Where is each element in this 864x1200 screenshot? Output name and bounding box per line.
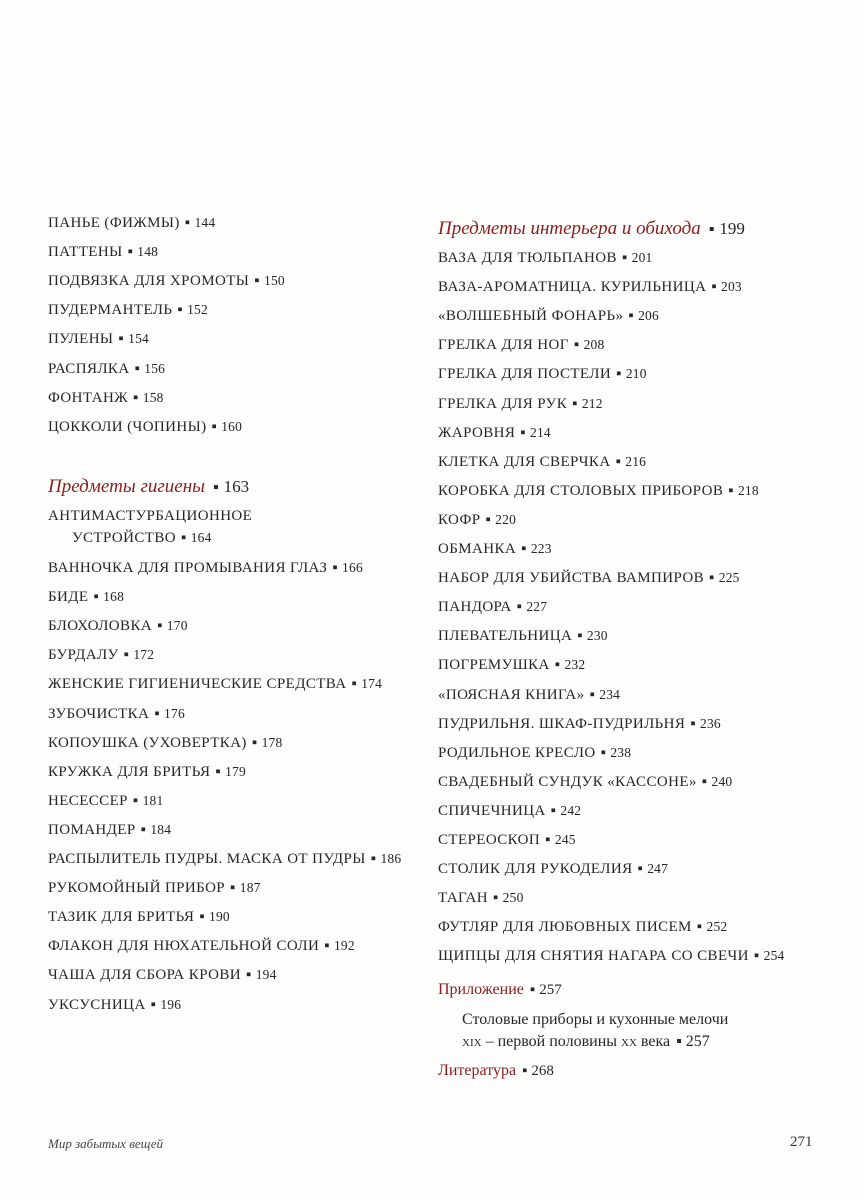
toc-entry-title: ГРЕЛКА ДЛЯ РУК	[438, 395, 568, 412]
toc-entry[interactable]	[438, 861, 668, 878]
bullet-separator: ▪	[215, 763, 222, 780]
toc-entry-page: 192	[333, 938, 355, 954]
bullet-separator: ▪	[521, 541, 527, 557]
toc-entry-title: ЖАРОВНЯ	[438, 424, 516, 441]
bullet-separator: ▪	[572, 395, 578, 412]
bullet-separator: ▪	[199, 909, 206, 926]
toc-entry-page: 216	[625, 453, 647, 469]
toc-entry-page: 150	[264, 273, 285, 289]
appendix-heading-title: Приложение	[438, 981, 524, 998]
appendix-subentry-text: – первой половины	[485, 1033, 617, 1050]
toc-entry-page: 223	[530, 541, 552, 556]
toc-entry-title: ПАНЬЕ (ФИЖМЫ)	[48, 215, 180, 231]
toc-entry[interactable]	[48, 822, 171, 839]
bullet-separator: ▪	[370, 851, 377, 867]
toc-entry-page: 238	[610, 744, 632, 760]
toc-entry-page: 176	[164, 705, 185, 721]
appendix-heading-page: 257	[539, 982, 562, 998]
section-heading-title: Предметы интерьера и обихода	[438, 218, 701, 239]
toc-entry-title: ФОНТАНЖ	[48, 389, 129, 406]
bullet-separator: ▪	[529, 982, 536, 998]
toc-entry-page: 242	[560, 802, 582, 818]
toc-entry-title: ГРЕЛКА ДЛЯ НОГ	[438, 337, 569, 354]
toc-entry-page: 220	[495, 511, 517, 527]
toc-entry[interactable]	[438, 541, 552, 558]
toc-entry[interactable]	[48, 706, 185, 723]
bullet-separator: ▪	[554, 657, 561, 674]
bullet-separator: ▪	[157, 618, 163, 635]
appendix-subentry-line2[interactable]	[462, 1033, 710, 1051]
appendix-subentry-text: века	[640, 1033, 671, 1050]
century-numeral: xx	[621, 1033, 637, 1050]
toc-entry[interactable]	[48, 676, 382, 693]
bullet-separator: ▪	[492, 890, 499, 907]
toc-entry[interactable]	[48, 244, 158, 261]
bullet-separator: ▪	[177, 302, 184, 319]
toc-entry-title: ПОМАНДЕР	[48, 821, 136, 838]
toc-entry-page: 190	[209, 909, 230, 925]
bullet-separator: ▪	[550, 802, 557, 819]
toc-entry-title-line1: АНТИМАСТУРБАЦИОННОЕ	[48, 508, 253, 524]
toc-entry[interactable]	[438, 919, 727, 936]
toc-entry-title: ЖЕНСКИЕ ГИГИЕНИЧЕСКИЕ СРЕДСТВА	[48, 676, 347, 693]
toc-entry[interactable]	[48, 589, 124, 606]
literature-heading[interactable]	[438, 1062, 554, 1080]
bullet-separator: ▪	[701, 773, 708, 790]
toc-entry-title: БИДЕ	[48, 589, 89, 606]
toc-entry-title: ТАГАН	[438, 890, 488, 907]
toc-entry-page: 186	[380, 851, 402, 866]
toc-entry-page: 152	[187, 302, 208, 318]
toc-entry-title: СТЕРЕОСКОП	[438, 832, 541, 848]
bullet-separator: ▪	[728, 482, 734, 499]
bullet-separator: ▪	[628, 308, 635, 325]
toc-entry[interactable]	[438, 716, 721, 733]
toc-entry[interactable]	[48, 560, 363, 577]
toc-entry-page: 156	[144, 360, 166, 376]
toc-entry[interactable]	[48, 880, 261, 897]
toc-entry[interactable]	[438, 512, 516, 529]
toc-entry[interactable]	[438, 599, 547, 616]
toc-entry[interactable]	[438, 279, 742, 296]
toc-entry-title: КЛЕТКА ДЛЯ СВЕРЧКА	[438, 453, 611, 470]
section-heading[interactable]	[438, 218, 745, 240]
bullet-separator: ▪	[615, 453, 622, 470]
toc-entry-page: 174	[361, 676, 383, 692]
toc-entry[interactable]	[48, 764, 246, 781]
section-heading-page: 163	[223, 477, 250, 496]
toc-entry-title: ФУТЛЯР ДЛЯ ЛЮБОВНЫХ ПИСЕМ	[438, 919, 692, 936]
bullet-separator: ▪	[351, 676, 358, 693]
toc-entry-title: ВАННОЧКА ДЛЯ ПРОМЫВАНИЯ ГЛАЗ	[48, 560, 328, 576]
bullet-separator: ▪	[711, 279, 718, 296]
toc-entry[interactable]	[48, 361, 165, 378]
toc-entry-page: 236	[700, 715, 721, 731]
bullet-separator: ▪	[708, 221, 715, 238]
toc-entry-page: 168	[103, 589, 125, 605]
bullet-separator: ▪	[93, 589, 100, 606]
bullet-separator: ▪	[637, 861, 644, 878]
section-heading-page: 199	[719, 219, 745, 238]
toc-entry-title: БУРДАЛУ	[48, 647, 119, 664]
bullet-separator: ▪	[251, 734, 258, 751]
bullet-separator: ▪	[516, 599, 523, 616]
toc-entry-title: СТОЛИК ДЛЯ РУКОДЕЛИЯ	[438, 861, 633, 878]
toc-entry[interactable]	[48, 419, 242, 436]
toc-entry[interactable]	[438, 657, 585, 674]
toc-entry-title: ПУДЕРМАНТЕЛЬ	[48, 302, 173, 319]
bullet-separator: ▪	[545, 832, 551, 848]
toc-entry[interactable]	[438, 425, 551, 442]
toc-entry[interactable]	[438, 483, 759, 500]
bullet-separator: ▪	[485, 511, 492, 528]
bullet-separator: ▪	[522, 1063, 528, 1079]
toc-entry-page: 144	[194, 215, 216, 230]
toc-entry-page: 181	[142, 792, 164, 808]
toc-entry[interactable]	[438, 890, 524, 907]
toc-entry-title: НЕСЕССЕР	[48, 792, 128, 809]
toc-entry-title: ЩИПЦЫ ДЛЯ СНЯТИЯ НАГАРА СО СВЕЧИ	[438, 948, 749, 965]
toc-entry-title: ЧАША ДЛЯ СБОРА КРОВИ	[48, 967, 242, 984]
toc-entry-page: 227	[526, 599, 548, 615]
toc-entry[interactable]	[48, 793, 163, 810]
toc-entry[interactable]	[438, 687, 620, 704]
toc-entry[interactable]	[438, 774, 732, 791]
running-footer-title: Мир забытых вещей	[48, 1136, 164, 1151]
toc-entry-title: КОПОУШКА (УХОВЕРТКА)	[48, 734, 247, 751]
toc-entry-page: 218	[737, 482, 759, 498]
bullet-separator: ▪	[127, 244, 134, 261]
bullet-separator: ▪	[254, 273, 260, 290]
toc-entry-page: 247	[647, 861, 669, 877]
toc-entry[interactable]	[48, 967, 277, 984]
toc-entry-page: 158	[142, 389, 164, 405]
toc-entry-page: 170	[166, 618, 188, 634]
toc-entry[interactable]	[48, 735, 282, 752]
toc-entry-title: РАСПЫЛИТЕЛЬ ПУДРЫ. МАСКА ОТ ПУДРЫ	[48, 851, 366, 867]
toc-entry-title: ПУДРИЛЬНЯ. ШКАФ-ПУДРИЛЬНЯ	[438, 715, 686, 732]
toc-entry[interactable]	[438, 628, 608, 645]
toc-entry[interactable]	[438, 832, 576, 849]
toc-entry-title: СВАДЕБНЫЙ СУНДУК «КАССОНЕ»	[438, 773, 697, 790]
toc-entry[interactable]	[438, 803, 581, 820]
appendix-subentry-line1[interactable]	[462, 1011, 728, 1029]
toc-entry-page: 208	[583, 337, 605, 353]
bullet-separator: ▪	[133, 389, 139, 406]
toc-entry-page: 179	[225, 763, 246, 779]
toc-entry[interactable]	[48, 851, 401, 868]
bullet-separator: ▪	[696, 919, 703, 936]
toc-entry[interactable]	[48, 618, 188, 635]
toc-entry-page: 166	[342, 560, 363, 575]
toc-entry-multiline[interactable]	[48, 508, 252, 525]
bullet-separator: ▪	[753, 948, 760, 965]
toc-entry-title: «ПОЯСНАЯ КНИГА»	[438, 686, 585, 703]
toc-entry-title: ТАЗИК ДЛЯ БРИТЬЯ	[48, 909, 195, 926]
bullet-separator: ▪	[211, 418, 218, 435]
section-heading[interactable]	[48, 476, 249, 498]
toc-entry-page: 203	[721, 279, 742, 295]
toc-entry-title: РУКОМОЙНЫЙ ПРИБОР	[48, 880, 226, 897]
appendix-subentry-page: 257	[685, 1033, 710, 1050]
appendix-subentry-text: Столовые приборы и кухонные мелочи	[462, 1011, 729, 1028]
toc-entry[interactable]	[48, 647, 154, 664]
toc-entry[interactable]	[438, 570, 740, 587]
toc-entry[interactable]	[48, 331, 149, 348]
bullet-separator: ▪	[324, 938, 330, 955]
toc-entry-title-line2: УСТРОЙСТВО	[72, 530, 176, 546]
bullet-separator: ▪	[230, 880, 236, 897]
bullet-separator: ▪	[332, 560, 339, 576]
bullet-separator: ▪	[132, 792, 139, 809]
toc-entry-page: 240	[711, 773, 733, 789]
bullet-separator: ▪	[709, 570, 715, 587]
toc-entry-page: 230	[586, 628, 608, 644]
toc-entry[interactable]	[48, 302, 208, 319]
toc-entry-page: 250	[502, 890, 524, 906]
toc-entry-title: НАБОР ДЛЯ УБИЙСТВА ВАМПИРОВ	[438, 570, 705, 587]
toc-entry-title: ПОГРЕМУШКА	[438, 657, 550, 674]
toc-entry-title: КРУЖКА ДЛЯ БРИТЬЯ	[48, 763, 211, 780]
bullet-separator: ▪	[246, 967, 252, 984]
toc-entry[interactable]	[48, 909, 230, 926]
literature-heading-title: Литература	[438, 1062, 517, 1079]
bullet-separator: ▪	[616, 366, 622, 383]
toc-entry[interactable]	[438, 948, 784, 965]
toc-entry-page: 178	[261, 734, 283, 750]
toc-entry-title: ФЛАКОН ДЛЯ НЮХАТЕЛЬНОЙ СОЛИ	[48, 938, 320, 955]
toc-entry-page: 206	[638, 308, 659, 324]
bullet-separator: ▪	[140, 821, 147, 838]
toc-entry-title: «ВОЛШЕБНЫЙ ФОНАРЬ»	[438, 308, 624, 325]
bullet-separator: ▪	[154, 705, 161, 722]
toc-entry-page: 184	[150, 821, 172, 837]
toc-entry-page: 196	[160, 996, 182, 1012]
toc-entry-page: 164	[190, 530, 212, 545]
toc-entry-title: УКСУСНИЦА	[48, 996, 146, 1013]
toc-entry[interactable]	[438, 454, 646, 471]
bullet-separator: ▪	[150, 996, 157, 1013]
bullet-separator: ▪	[184, 215, 191, 231]
appendix-heading[interactable]	[438, 981, 562, 999]
century-numeral: xix	[462, 1033, 482, 1050]
toc-entry-title: ОБМАНКА	[438, 541, 517, 557]
toc-entry[interactable]	[438, 337, 604, 354]
toc-entry-title: РАСПЯЛКА	[48, 360, 130, 377]
toc-entry-page: 210	[625, 366, 647, 382]
toc-entry-page: 225	[718, 570, 740, 586]
toc-entry-page: 234	[599, 686, 621, 702]
toc-entry-title: КОРОБКА ДЛЯ СТОЛОВЫХ ПРИБОРОВ	[438, 482, 724, 499]
bullet-separator: ▪	[213, 479, 219, 496]
toc-entry-page: 214	[530, 424, 551, 440]
bullet-separator: ▪	[690, 715, 697, 732]
toc-entry-page: 154	[128, 331, 149, 347]
toc-entry-multiline-cont[interactable]	[72, 530, 212, 547]
toc-entry-title: ГРЕЛКА ДЛЯ ПОСТЕЛИ	[438, 366, 612, 383]
bullet-separator: ▪	[180, 530, 187, 546]
bullet-separator: ▪	[573, 337, 580, 354]
toc-entry-title: РОДИЛЬНОЕ КРЕСЛО	[438, 744, 596, 761]
toc-entry-page: 252	[706, 919, 728, 935]
toc-entry-page: 194	[255, 967, 277, 983]
toc-entry-page: 160	[221, 418, 243, 434]
toc-entry-title: ПАТТЕНЫ	[48, 244, 123, 261]
toc-entry-page: 148	[137, 244, 159, 260]
toc-entry-title: ПУЛЕНЫ	[48, 331, 114, 348]
toc-entry-page: 254	[763, 948, 785, 964]
toc-entry[interactable]	[48, 273, 285, 290]
toc-entry-title: ПОДВЯЗКА ДЛЯ ХРОМОТЫ	[48, 273, 250, 290]
toc-entry[interactable]	[438, 250, 653, 267]
toc-entry[interactable]	[438, 308, 659, 325]
toc-entry-page: 232	[564, 657, 586, 673]
section-heading-title: Предметы гигиены	[48, 476, 205, 497]
toc-entry-title: СПИЧЕЧНИЦА	[438, 802, 546, 819]
toc-entry-page: 172	[133, 647, 155, 663]
toc-entry-page: 187	[239, 880, 261, 896]
toc-entry-title: ПАНДОРА	[438, 599, 512, 616]
toc-entry[interactable]	[48, 938, 355, 955]
page-number: 271	[790, 1134, 813, 1150]
toc-entry-title: ВАЗА-АРОМАТНИЦА. КУРИЛЬНИЦА	[438, 279, 707, 296]
toc-entry-title: БЛОХОЛОВКА	[48, 618, 153, 635]
toc-entry[interactable]	[438, 745, 631, 762]
toc-entry-page: 245	[554, 832, 576, 847]
toc-entry-page: 212	[581, 395, 603, 411]
toc-entry-title: ЗУБОЧИСТКА	[48, 705, 150, 722]
toc-entry[interactable]	[438, 366, 647, 383]
literature-heading-page: 268	[531, 1063, 554, 1079]
toc-entry-title: ВАЗА ДЛЯ ТЮЛЬПАНОВ	[438, 250, 617, 266]
bullet-separator: ▪	[118, 331, 125, 348]
bullet-separator: ▪	[621, 250, 628, 266]
bullet-separator: ▪	[520, 424, 526, 441]
bullet-separator: ▪	[123, 647, 130, 664]
toc-entry-page: 201	[631, 250, 653, 265]
bullet-separator: ▪	[600, 744, 607, 761]
bullet-separator: ▪	[577, 628, 583, 645]
toc-entry[interactable]	[438, 396, 603, 413]
bullet-separator: ▪	[589, 686, 596, 703]
bullet-separator: ▪	[134, 360, 141, 377]
bullet-separator: ▪	[676, 1033, 682, 1050]
toc-entry[interactable]	[48, 215, 215, 232]
toc-entry[interactable]	[48, 997, 181, 1014]
toc-entry-title: КОФР	[438, 511, 481, 528]
toc-entry-title: ПЛЕВАТЕЛЬНИЦА	[438, 628, 573, 645]
toc-entry-title: ЦОККОЛИ (ЧОПИНЫ)	[48, 418, 207, 435]
toc-entry[interactable]	[48, 390, 164, 407]
